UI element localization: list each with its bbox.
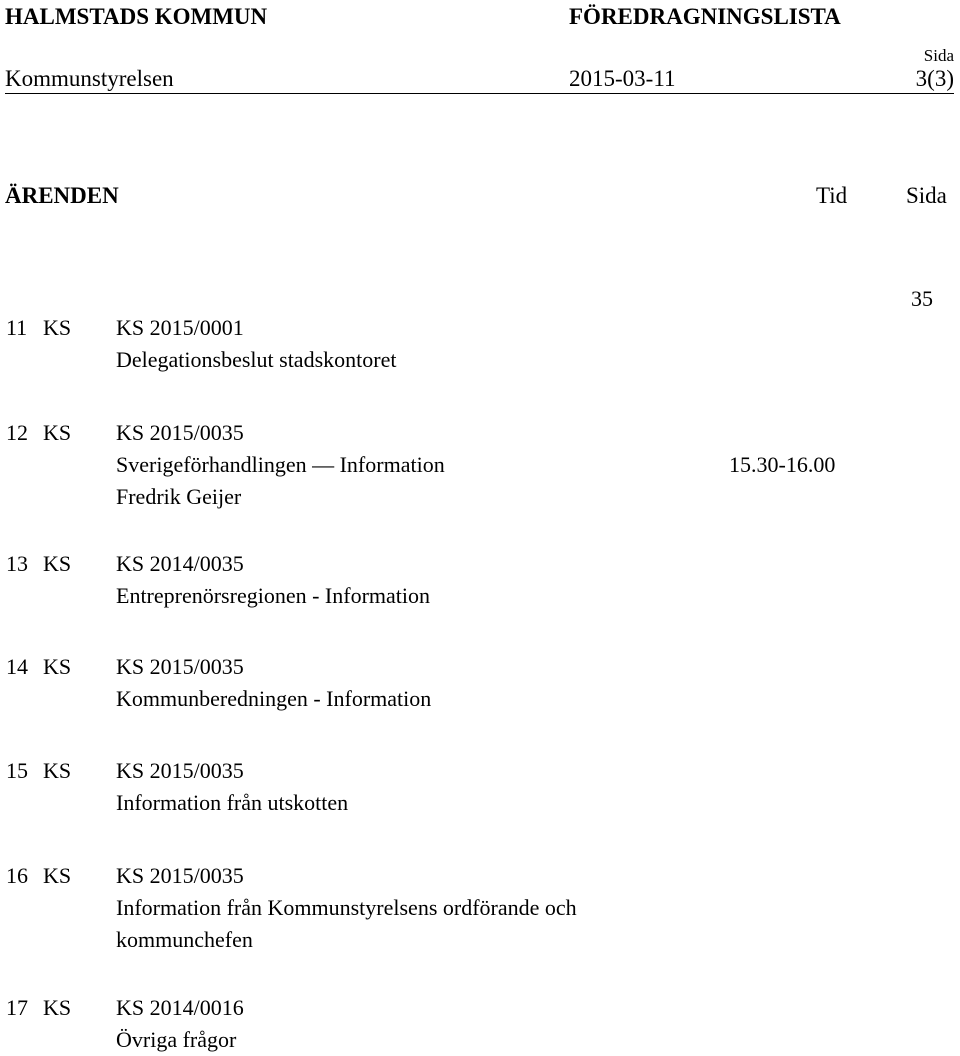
item-department: KS — [43, 551, 72, 576]
time-heading: Tid — [816, 183, 848, 208]
item-number: 16 — [6, 863, 28, 888]
item-line: KS 2015/0001 — [116, 315, 244, 340]
item-text — [116, 651, 431, 715]
item-line: KS 2015/0035 — [116, 863, 244, 888]
item-department: KS — [43, 315, 72, 340]
item-text — [116, 992, 244, 1056]
page-heading: Sida — [906, 183, 947, 208]
item-line: KS 2014/0016 — [116, 995, 244, 1020]
matters-heading: ÄRENDEN — [5, 183, 119, 208]
item-number: 12 — [6, 420, 28, 445]
item-line: KS 2015/0035 — [116, 654, 244, 679]
item-text — [116, 548, 430, 612]
item-department: KS — [43, 420, 72, 445]
item-number: 15 — [6, 758, 28, 783]
item-line: KS 2015/0035 — [116, 420, 244, 445]
item-text — [116, 312, 396, 376]
item-line: Information från Kommunstyrelsens ordförande och — [116, 895, 577, 920]
organization-name: HALMSTADS KOMMUN — [5, 4, 268, 29]
item-line: Kommunberedningen - Information — [116, 686, 432, 711]
item-department: KS — [43, 863, 72, 888]
item-line: KS 2014/0035 — [116, 551, 244, 576]
item-line: KS 2015/0035 — [116, 758, 244, 783]
item-line: Övriga frågor — [116, 1027, 237, 1052]
meeting-date: 2015-03-11 — [569, 66, 676, 91]
item-number: 11 — [6, 315, 28, 340]
item-text — [116, 417, 445, 513]
item-line: kommunchefen — [116, 927, 253, 952]
item-text — [116, 755, 348, 819]
item-time: 15.30-16.00 — [729, 452, 836, 477]
item-line: Information från utskotten — [116, 790, 349, 815]
item-number: 14 — [6, 654, 28, 679]
document-title: FÖREDRAGNINGSLISTA — [569, 4, 841, 29]
header-divider — [5, 93, 954, 94]
page-number: 3(3) — [915, 66, 954, 91]
first-item-page: 35 — [911, 286, 933, 311]
item-text — [116, 860, 577, 956]
item-number: 13 — [6, 551, 28, 576]
item-line: Entreprenörsregionen - Information — [116, 583, 430, 608]
item-number: 17 — [6, 995, 28, 1020]
item-line: Sverigeförhandlingen — Information — [116, 452, 445, 477]
item-department: KS — [43, 995, 72, 1020]
item-line: Delegationsbeslut stadskontoret — [116, 347, 397, 372]
page-label: Sida — [923, 46, 954, 65]
item-department: KS — [43, 654, 72, 679]
item-line: Fredrik Geijer — [116, 484, 242, 509]
board-name: Kommunstyrelsen — [5, 66, 174, 91]
item-department: KS — [43, 758, 72, 783]
